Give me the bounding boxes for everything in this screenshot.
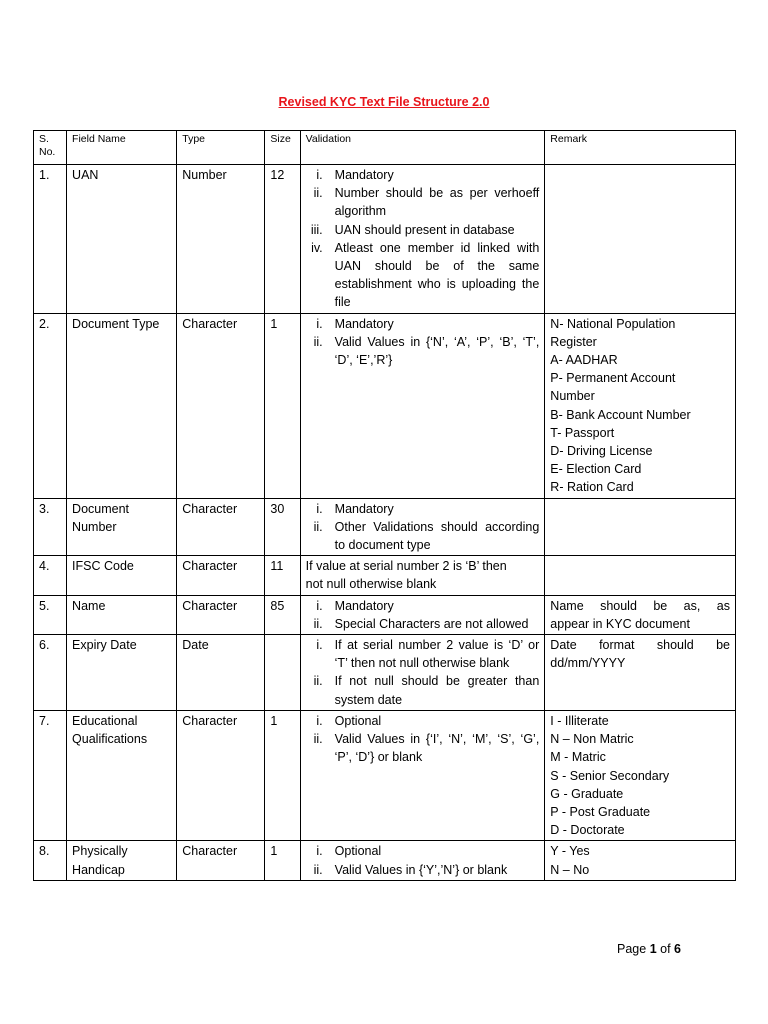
cell-remark — [545, 595, 736, 634]
validation-item-text: If at serial number 2 value is ‘D’ or ‘T’ then not null otherwise blank — [334, 638, 540, 671]
validation-item — [306, 333, 540, 369]
validation-item-number: i. — [316, 501, 323, 516]
cell-validation — [300, 165, 545, 314]
header-type: Type — [177, 131, 265, 165]
cell-size: 11 — [265, 556, 300, 595]
text-line: Register — [550, 334, 597, 349]
cell-type: Character — [177, 498, 265, 556]
text-line: Name should be as, as — [550, 598, 730, 613]
validation-item-number: i. — [316, 713, 323, 728]
cell-size: 1 — [265, 313, 300, 498]
cell-type: Character — [177, 595, 265, 634]
cell-validation — [300, 556, 545, 595]
validation-item-number: ii. — [313, 334, 323, 349]
validation-item — [306, 166, 540, 184]
table-row — [34, 313, 736, 498]
text-line: Number — [550, 389, 595, 404]
validation-item-text: Mandatory — [334, 168, 394, 182]
text-line: N – No — [550, 862, 590, 877]
validation-item-text: Valid Values in {‘I’, ‘N’, ‘M’, ‘S’, ‘G’, ‘P’, ‘D’} or blank — [334, 732, 540, 765]
cell-size — [265, 635, 300, 711]
text-line: IFSC Code — [72, 559, 134, 574]
cell-field-name — [67, 595, 177, 634]
validation-item — [306, 672, 540, 708]
validation-item — [306, 221, 540, 239]
text-line: I - Illiterate — [550, 713, 609, 728]
cell-size: 1 — [265, 841, 300, 880]
validation-item-number: ii. — [313, 616, 323, 631]
text-line: N – Non Matric — [550, 732, 634, 747]
text-line: Name — [72, 598, 106, 613]
page-number: Page 1 of 6 — [617, 942, 681, 956]
validation-item-text: Valid Values in {‘N’, ‘A’, ‘P’, ‘B’, ‘T’, ‘D’, ‘E’,’R’} — [334, 334, 540, 368]
cell-size: 30 — [265, 498, 300, 556]
header-sno: S. No. — [34, 131, 67, 165]
validation-item — [306, 518, 540, 554]
table-row — [34, 498, 736, 556]
validation-item — [306, 730, 540, 766]
validation-item-text: Mandatory — [334, 501, 394, 516]
validation-item-text: Other Validations should according to document type — [334, 519, 540, 553]
validation-item — [306, 636, 540, 672]
text-line: UAN — [72, 168, 99, 182]
cell-sno: 5. — [34, 595, 67, 634]
text-line: Date format should be — [550, 638, 730, 653]
validation-item-number: i. — [316, 638, 323, 653]
validation-list — [306, 636, 540, 709]
cell-sno: 7. — [34, 710, 67, 840]
validation-item-text: Mandatory — [334, 316, 394, 331]
text-line: dd/mm/YYYY — [550, 656, 626, 671]
validation-item — [306, 597, 540, 615]
text-line: Qualifications — [72, 732, 148, 747]
validation-item-text: Valid Values in {‘Y’,’N’} or blank — [334, 862, 508, 877]
validation-item-number: i. — [316, 316, 323, 331]
text-line: Physically — [72, 844, 128, 859]
header-size: Size — [265, 131, 300, 165]
validation-list — [306, 315, 540, 370]
cell-remark — [545, 165, 736, 314]
cell-sno: 6. — [34, 635, 67, 711]
text-line: Number — [72, 519, 117, 534]
validation-item — [306, 184, 540, 220]
cell-remark — [545, 313, 736, 498]
text-line: N- National Population — [550, 316, 676, 331]
cell-type: Number — [177, 165, 265, 314]
text-line: P- Permanent Account — [550, 371, 676, 386]
text-line: S - Senior Secondary — [550, 768, 670, 783]
header-remark: Remark — [545, 131, 736, 165]
text-line: T- Passport — [550, 425, 615, 440]
cell-remark — [545, 710, 736, 840]
header-field-name: Field Name — [67, 131, 177, 165]
cell-field-name — [67, 841, 177, 880]
text-line: Handicap — [72, 862, 125, 877]
text-line: Expiry Date — [72, 638, 137, 653]
validation-item-number: i. — [316, 168, 323, 182]
document-title: Revised KYC Text File Structure 2.0 — [278, 95, 490, 109]
text-line: B- Bank Account Number — [550, 407, 691, 422]
cell-validation — [300, 313, 545, 498]
cell-validation — [300, 710, 545, 840]
cell-type: Date — [177, 635, 265, 711]
kyc-structure-table — [33, 130, 736, 881]
validation-list — [306, 712, 540, 767]
validation-item-text: Number should be as per verhoeff algorithm — [334, 186, 540, 219]
validation-item — [306, 239, 540, 312]
text-line: E- Election Card — [550, 462, 642, 477]
validation-item-text: Optional — [334, 844, 382, 859]
validation-item-number: ii. — [313, 519, 323, 534]
validation-list — [306, 597, 540, 633]
text-line: D - Doctorate — [550, 823, 625, 838]
cell-sno: 2. — [34, 313, 67, 498]
cell-field-name — [67, 556, 177, 595]
cell-sno: 4. — [34, 556, 67, 595]
cell-size: 12 — [265, 165, 300, 314]
cell-size: 85 — [265, 595, 300, 634]
cell-sno: 8. — [34, 841, 67, 880]
text-line: Document Type — [72, 316, 160, 331]
text-line: D- Driving License — [550, 444, 653, 459]
validation-item-text: Mandatory — [334, 598, 394, 613]
cell-remark — [545, 635, 736, 711]
cell-validation — [300, 595, 545, 634]
validation-item-number: ii. — [313, 674, 323, 689]
validation-item — [306, 615, 540, 633]
table-row — [34, 165, 736, 314]
validation-item — [306, 500, 540, 518]
validation-item-number: iv. — [311, 240, 323, 255]
validation-item-text: If not null should be greater than system date — [334, 674, 540, 707]
table-row — [34, 841, 736, 880]
validation-item-number: i. — [316, 844, 323, 859]
validation-item-text: Atleast one member id linked with UAN should be of the same establishment who is uploading the file — [334, 240, 540, 310]
cell-remark — [545, 498, 736, 556]
cell-validation — [300, 841, 545, 880]
cell-type: Character — [177, 313, 265, 498]
table-body — [34, 131, 736, 881]
text-line: If value at serial number 2 is ‘B’ then — [305, 559, 507, 574]
validation-item-text: Special Characters are not allowed — [334, 616, 529, 631]
cell-type: Character — [177, 841, 265, 880]
text-line: Document — [72, 501, 130, 516]
validation-item — [306, 842, 540, 860]
validation-list — [306, 500, 540, 555]
cell-sno: 3. — [34, 498, 67, 556]
validation-item-text: UAN should present in database — [334, 222, 515, 237]
validation-list — [306, 166, 540, 312]
cell-size: 1 — [265, 710, 300, 840]
text-line: P - Post Graduate — [550, 804, 651, 819]
text-line: Y - Yes — [550, 844, 590, 859]
cell-field-name — [67, 710, 177, 840]
validation-item-number: ii. — [313, 862, 323, 877]
table-row — [34, 635, 736, 711]
cell-validation — [300, 498, 545, 556]
cell-type: Character — [177, 556, 265, 595]
text-line: M - Matric — [550, 750, 606, 765]
cell-field-name — [67, 313, 177, 498]
text-line: not null otherwise blank — [305, 577, 437, 592]
table-row — [34, 556, 736, 595]
table-row — [34, 595, 736, 634]
validation-item-number: iii. — [310, 222, 323, 237]
validation-item-number: i. — [316, 598, 323, 613]
validation-item-number: ii. — [313, 186, 323, 201]
cell-validation — [300, 635, 545, 711]
cell-remark — [545, 841, 736, 880]
cell-field-name — [67, 635, 177, 711]
cell-sno: 1. — [34, 165, 67, 314]
text-line: G - Graduate — [550, 786, 624, 801]
validation-item — [306, 712, 540, 730]
cell-remark — [545, 556, 736, 595]
header-validation: Validation — [300, 131, 545, 165]
validation-item — [306, 861, 540, 879]
validation-item-number: ii. — [313, 732, 323, 747]
text-line: R- Ration Card — [550, 480, 634, 495]
validation-item-text: Optional — [334, 713, 382, 728]
table-row — [34, 710, 736, 840]
cell-type: Character — [177, 710, 265, 840]
text-line: Educational — [72, 713, 138, 728]
text-line: appear in KYC document — [550, 616, 690, 631]
validation-list — [306, 842, 540, 878]
cell-field-name — [67, 165, 177, 314]
cell-field-name — [67, 498, 177, 556]
validation-item — [306, 315, 540, 333]
text-line: A- AADHAR — [550, 353, 618, 368]
table-header-row — [34, 131, 736, 165]
